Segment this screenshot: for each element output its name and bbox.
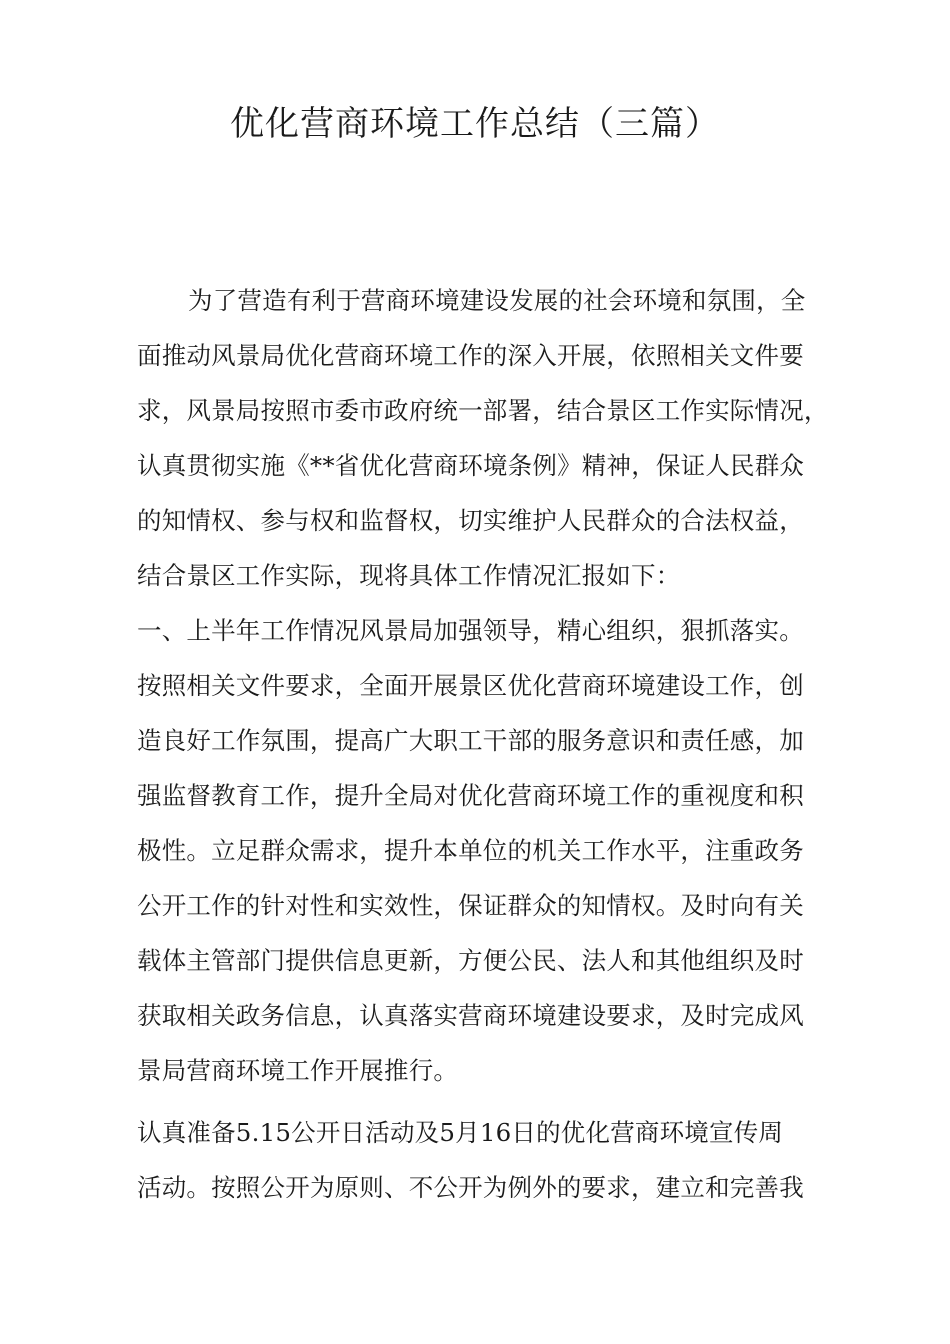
paragraph-line: 载体主管部门提供信息更新，方便公民、法人和其他组织及时 xyxy=(137,946,804,975)
paragraph-line: 极性。立足群众需求，提升本单位的机关工作水平，注重政务 xyxy=(137,836,804,865)
paragraph-line: 为了营造有利于营商环境建设发展的社会环境和氛围，全 xyxy=(188,286,806,315)
paragraph-line: 的知情权、参与权和监督权，切实维护人民群众的合法权益， xyxy=(137,506,804,535)
paragraph-line: 强监督教育工作，提升全局对优化营商环境工作的重视度和积 xyxy=(137,781,804,810)
paragraph-line: 求，风景局按照市委市政府统一部署，结合景区工作实际情况， xyxy=(137,396,829,425)
paragraph-line: 认真贯彻实施《**省优化营商环境条例》精神，保证人民群众 xyxy=(137,451,805,480)
paragraph-line: 获取相关政务信息，认真落实营商环境建设要求，及时完成风 xyxy=(137,1001,804,1030)
paragraph-line: 造良好工作氛围，提高广大职工干部的服务意识和责任感，加 xyxy=(137,726,804,755)
paragraph-line: 认真准备5.15公开日活动及5月16日的优化营商环境宣传周 xyxy=(137,1118,784,1147)
paragraph-line: 景局营商环境工作开展推行。 xyxy=(137,1056,459,1085)
paragraph-line: 公开工作的针对性和实效性，保证群众的知情权。及时向有关 xyxy=(137,891,804,920)
document-title: 优化营商环境工作总结（三篇） xyxy=(230,104,720,144)
paragraph-line: 活动。按照公开为原则、不公开为例外的要求，建立和完善我 xyxy=(137,1173,804,1202)
paragraph-line: 一、上半年工作情况风景局加强领导，精心组织，狠抓落实。 xyxy=(137,616,804,645)
paragraph-line: 面推动风景局优化营商环境工作的深入开展，依照相关文件要 xyxy=(137,341,804,370)
paragraph-line: 结合景区工作实际，现将具体工作情况汇报如下： xyxy=(137,561,681,590)
paragraph-line: 按照相关文件要求，全面开展景区优化营商环境建设工作，创 xyxy=(137,671,804,700)
